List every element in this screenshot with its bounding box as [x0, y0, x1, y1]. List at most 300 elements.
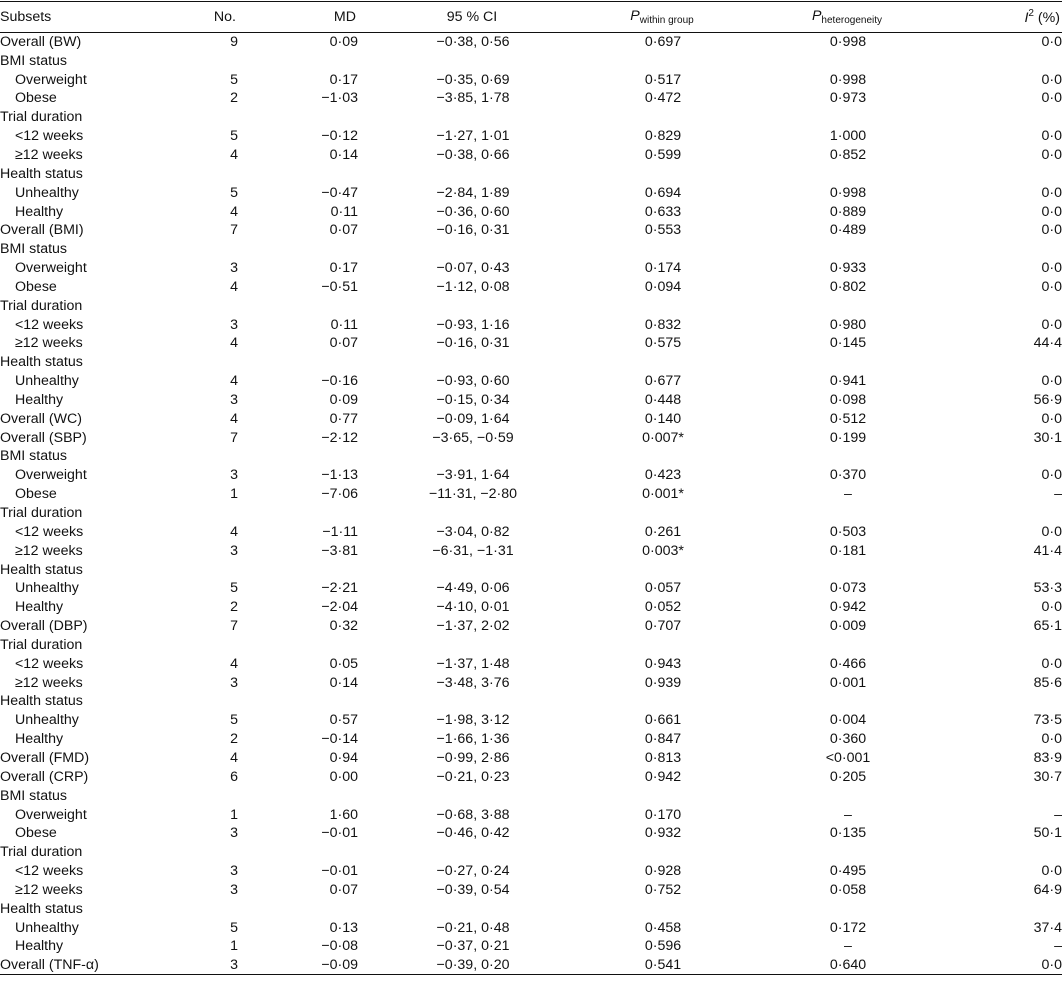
table-row [0, 862, 1062, 881]
cell-p-heterogeneity: 0·360 [829, 731, 867, 748]
cell-p-heterogeneity: 0·199 [829, 429, 867, 446]
cell-subset: <12 weeks [15, 316, 84, 333]
cell-md: 0·07 [329, 222, 358, 239]
cell-i2: 0·0 [1041, 655, 1062, 672]
cell-subset: Healthy [15, 731, 64, 748]
table-row [0, 899, 1062, 918]
cell-p-within [588, 296, 738, 315]
cell-subset: Obese [15, 486, 57, 503]
cell-subset: <12 weeks [15, 655, 84, 672]
cell-i2: 73·5 [1033, 712, 1062, 729]
table-row [0, 409, 1062, 428]
cell-ci: −2·84, 1·89 [436, 184, 510, 201]
cell-ci: −0·39, 0·54 [436, 881, 510, 898]
cell-subset: ≥12 weeks [15, 146, 83, 163]
cell-no: 4 [230, 278, 238, 295]
cell-ci: −0·99, 2·86 [436, 749, 510, 766]
cell-i2: 30·7 [1033, 768, 1062, 785]
cell-no: 5 [230, 128, 238, 145]
cell-ci [358, 560, 588, 579]
cell-md [238, 51, 358, 70]
cell-p-heterogeneity: 0·001 [829, 674, 867, 691]
cell-md: −0·14 [321, 731, 358, 748]
cell-md: −7·06 [321, 486, 358, 503]
cell-i2: 37·4 [1033, 919, 1062, 936]
cell-ci: −3·65, −0·59 [432, 429, 514, 446]
cell-i2: – [1054, 486, 1062, 503]
cell-md: 0·07 [329, 335, 358, 352]
cell-ci: −0·93, 0·60 [436, 373, 510, 390]
cell-i2: 44·4 [1033, 335, 1062, 352]
cell-i2: 0·0 [1041, 128, 1062, 145]
cell-subset: Overall (DBP) [0, 618, 88, 635]
cell-i2: 0·0 [1041, 203, 1062, 220]
cell-p-heterogeneity: – [844, 486, 852, 503]
cell-subset: Overall (TNF-α) [0, 956, 160, 975]
table-row [0, 617, 1062, 636]
cell-i2: 0·0 [1041, 222, 1062, 239]
table-row [0, 70, 1062, 89]
table-row [0, 33, 1062, 52]
table-row [0, 673, 1062, 692]
cell-p-within: 0·472 [644, 90, 682, 107]
cell-p-within [588, 504, 738, 523]
cell-md: −2·12 [321, 429, 358, 446]
cell-ci: −0·36, 0·60 [436, 203, 510, 220]
cell-no: 5 [230, 184, 238, 201]
cell-p-heterogeneity: 0·933 [829, 260, 867, 277]
cell-ci [358, 786, 588, 805]
cell-i2: – [1054, 938, 1062, 955]
cell-subset: Overall (FMD) [0, 749, 90, 766]
cell-subset: Unhealthy [15, 919, 79, 936]
table-row [0, 522, 1062, 541]
cell-md: −0·01 [321, 863, 358, 880]
table-row [0, 636, 1062, 655]
cell-no [160, 636, 238, 655]
cell-no: 5 [230, 712, 238, 729]
cell-p-within: 0·847 [644, 731, 682, 748]
cell-i2 [958, 108, 1062, 127]
cell-i2: 83·9 [1033, 749, 1062, 766]
cell-md [238, 786, 358, 805]
cell-i2 [958, 353, 1062, 372]
cell-i2: 0·0 [1041, 467, 1062, 484]
cell-p-within: 0·458 [644, 919, 682, 936]
cell-md: −2·04 [321, 599, 358, 616]
cell-md: 0·77 [329, 410, 358, 427]
cell-p-heterogeneity [738, 353, 958, 372]
table-body [0, 33, 1062, 975]
cell-p-heterogeneity: 0·009 [829, 618, 867, 635]
cell-no [160, 51, 238, 70]
cell-ci: −4·10, 0·01 [436, 599, 510, 616]
cell-i2 [958, 447, 1062, 466]
cell-no: 3 [230, 260, 238, 277]
header-i2-unit: (%) [1033, 10, 1060, 26]
table-row [0, 146, 1062, 165]
cell-no [160, 108, 238, 127]
cell-p-heterogeneity [738, 240, 958, 259]
cell-subset: ≥12 weeks [15, 542, 83, 559]
cell-subset: Healthy [15, 938, 64, 955]
cell-md [238, 296, 358, 315]
cell-subset: Health status [0, 693, 83, 710]
cell-p-within: 0·541 [588, 956, 738, 975]
cell-p-heterogeneity [738, 843, 958, 862]
cell-ci: −11·31, −2·80 [428, 486, 518, 503]
header-row [0, 2, 1062, 33]
cell-subset: Overall (BW) [0, 34, 82, 51]
cell-ci: −3·91, 1·64 [436, 467, 510, 484]
cell-p-heterogeneity [738, 296, 958, 315]
cell-p-heterogeneity [738, 504, 958, 523]
cell-no [160, 353, 238, 372]
cell-subset: Obese [15, 278, 57, 295]
cell-p-within [588, 108, 738, 127]
cell-i2: 0·0 [1041, 34, 1062, 51]
cell-subset: Healthy [15, 391, 64, 408]
cell-md [238, 353, 358, 372]
table-row [0, 937, 1062, 956]
cell-ci [358, 164, 588, 183]
table-row [0, 259, 1062, 278]
cell-ci: −0·15, 0·34 [436, 391, 510, 408]
cell-md: −0·16 [321, 373, 358, 390]
cell-p-heterogeneity [738, 447, 958, 466]
cell-p-heterogeneity: 0·466 [829, 655, 867, 672]
cell-no: 4 [230, 373, 238, 390]
cell-p-within: 0·596 [644, 938, 682, 955]
cell-ci: −0·68, 3·88 [436, 806, 510, 823]
cell-subset: <12 weeks [15, 128, 84, 145]
table-row [0, 108, 1062, 127]
cell-i2 [958, 164, 1062, 183]
table-row [0, 504, 1062, 523]
cell-p-within [588, 692, 738, 711]
table-row [0, 880, 1062, 899]
cell-p-within: 0·001* [642, 486, 684, 503]
cell-p-within: 0·423 [644, 467, 682, 484]
cell-i2: 65·1 [1033, 618, 1062, 635]
header-p-het-sub: heterogeneity [821, 15, 883, 26]
cell-p-within [588, 786, 738, 805]
cell-no: 9 [230, 34, 238, 51]
cell-no [160, 504, 238, 523]
cell-i2: 0·0 [1041, 278, 1062, 295]
cell-md: 1·60 [329, 806, 358, 823]
cell-i2: 0·0 [1041, 410, 1062, 427]
cell-p-within: 0·928 [644, 863, 682, 880]
cell-subset: BMI status [0, 787, 68, 804]
cell-i2 [958, 843, 1062, 862]
cell-subset: Trial duration [0, 109, 83, 126]
cell-p-within: 0·553 [644, 222, 682, 239]
cell-p-heterogeneity: 0·998 [829, 184, 867, 201]
table-row [0, 164, 1062, 183]
cell-p-heterogeneity: 0·073 [829, 580, 867, 597]
table-row [0, 579, 1062, 598]
cell-p-within: 0·517 [644, 71, 682, 88]
header-ci: 95 % CI [358, 2, 588, 33]
cell-no: 2 [230, 90, 238, 107]
cell-subset: ≥12 weeks [15, 881, 83, 898]
cell-subset: Overall (WC) [0, 410, 82, 427]
cell-i2: 0·0 [1041, 260, 1062, 277]
cell-no: 5 [230, 580, 238, 597]
cell-p-within: 0·261 [644, 523, 682, 540]
cell-subset: BMI status [0, 52, 68, 69]
header-p-within-main: P [630, 8, 640, 24]
table-row [0, 466, 1062, 485]
cell-md: −0·01 [321, 825, 358, 842]
table-row [0, 711, 1062, 730]
cell-md: −1·03 [321, 90, 358, 107]
cell-ci: −0·09, 1·64 [436, 410, 510, 427]
cell-ci [358, 504, 588, 523]
cell-p-within: 0·829 [644, 128, 682, 145]
cell-p-heterogeneity: 0·135 [829, 825, 867, 842]
cell-p-within: 0·813 [644, 749, 682, 766]
cell-ci: −3·48, 3·76 [436, 674, 510, 691]
cell-no: 4 [230, 203, 238, 220]
cell-subset: Health status [0, 561, 83, 578]
cell-ci: −0·16, 0·31 [436, 222, 510, 239]
cell-i2 [958, 240, 1062, 259]
cell-no: 3 [230, 316, 238, 333]
header-p-within-sub: within group [639, 15, 694, 26]
table-row [0, 447, 1062, 466]
cell-p-heterogeneity [738, 786, 958, 805]
table-row [0, 843, 1062, 862]
cell-no: 3 [230, 542, 238, 559]
cell-subset: Obese [15, 90, 57, 107]
cell-subset: Trial duration [0, 636, 83, 653]
cell-ci [358, 240, 588, 259]
cell-subset: Overweight [15, 71, 87, 88]
cell-p-within: 0·694 [644, 184, 682, 201]
cell-no: 5 [230, 919, 238, 936]
cell-p-heterogeneity: 0·640 [738, 956, 958, 975]
cell-md [238, 447, 358, 466]
cell-p-heterogeneity: 0·181 [829, 542, 867, 559]
cell-ci: −4·49, 0·06 [436, 580, 510, 597]
table-row [0, 334, 1062, 353]
cell-subset: Overweight [15, 806, 87, 823]
cell-no [160, 786, 238, 805]
cell-p-within [588, 51, 738, 70]
cell-p-within [588, 240, 738, 259]
cell-subset: Health status [0, 354, 83, 371]
cell-md [238, 636, 358, 655]
cell-p-heterogeneity: 0·495 [829, 863, 867, 880]
cell-no: 1 [230, 806, 238, 823]
cell-md [238, 692, 358, 711]
cell-no: 3 [230, 467, 238, 484]
cell-i2: 85·6 [1033, 674, 1062, 691]
cell-subset: Unhealthy [15, 373, 79, 390]
table-row [0, 485, 1062, 504]
cell-subset: Obese [15, 825, 57, 842]
cell-i2: 0·0 [958, 956, 1062, 975]
cell-p-within: 0·057 [644, 580, 682, 597]
cell-p-heterogeneity: 0·941 [829, 373, 867, 390]
cell-p-heterogeneity: 0·489 [829, 222, 867, 239]
table-row [0, 372, 1062, 391]
cell-no: 4 [230, 655, 238, 672]
cell-no: 3 [230, 863, 238, 880]
cell-md [238, 108, 358, 127]
cell-no: 3 [230, 391, 238, 408]
cell-ci [358, 692, 588, 711]
cell-p-heterogeneity: 0·998 [829, 34, 867, 51]
cell-subset: Overweight [15, 467, 87, 484]
cell-no: 6 [230, 768, 238, 785]
cell-md: 0·07 [329, 881, 358, 898]
table-row [0, 428, 1062, 447]
cell-i2: 0·0 [1041, 373, 1062, 390]
cell-i2: 0·0 [1041, 146, 1062, 163]
cell-no: 7 [230, 429, 238, 446]
cell-ci: −0·35, 0·69 [436, 71, 510, 88]
cell-ci: −0·21, 0·48 [436, 919, 510, 936]
cell-p-within: 0·832 [644, 316, 682, 333]
cell-p-heterogeneity: 0·503 [829, 523, 867, 540]
cell-ci: −1·27, 1·01 [436, 128, 510, 145]
table-row [0, 183, 1062, 202]
cell-ci: −1·37, 2·02 [436, 618, 510, 635]
table-row [0, 353, 1062, 372]
table-row [0, 918, 1062, 937]
table-row [0, 296, 1062, 315]
cell-ci: −0·16, 0·31 [436, 335, 510, 352]
cell-md: −0·09 [238, 956, 358, 975]
header-i2-sup: 2 [1028, 8, 1034, 19]
table-row [0, 654, 1062, 673]
cell-p-heterogeneity [738, 560, 958, 579]
table-row [0, 51, 1062, 70]
cell-md [238, 164, 358, 183]
cell-i2: 41·4 [1033, 542, 1062, 559]
subgroup-analysis-table [0, 1, 1062, 975]
cell-p-within: 0·697 [644, 34, 682, 51]
cell-md: −0·08 [321, 938, 358, 955]
cell-ci: −0·39, 0·20 [358, 956, 588, 975]
cell-ci [358, 353, 588, 372]
cell-p-within: 0·939 [644, 674, 682, 691]
cell-p-heterogeneity: 0·512 [829, 410, 867, 427]
cell-md [238, 240, 358, 259]
cell-ci: −6·31, −1·31 [432, 542, 514, 559]
header-subsets: Subsets [0, 2, 160, 33]
cell-md: 0·11 [330, 203, 358, 220]
cell-subset: BMI status [0, 241, 68, 258]
cell-ci: −0·38, 0·56 [436, 34, 510, 51]
cell-subset: Health status [0, 900, 83, 917]
cell-p-heterogeneity: 0·172 [829, 919, 867, 936]
cell-p-heterogeneity: 0·973 [829, 90, 867, 107]
table-row [0, 89, 1062, 108]
cell-ci [358, 636, 588, 655]
cell-subset: ≥12 weeks [15, 674, 83, 691]
cell-ci: −0·46, 0·42 [436, 825, 510, 842]
cell-p-heterogeneity: 0·889 [829, 203, 867, 220]
table-row [0, 560, 1062, 579]
cell-no: 1 [230, 486, 238, 503]
table-row [0, 541, 1062, 560]
table-row [0, 221, 1062, 240]
cell-p-within [588, 353, 738, 372]
cell-subset: Unhealthy [15, 184, 79, 201]
cell-i2: 56·9 [1033, 391, 1062, 408]
cell-p-heterogeneity [738, 692, 958, 711]
table-row [0, 240, 1062, 259]
table-row [0, 202, 1062, 221]
cell-md: −2·21 [321, 580, 358, 597]
cell-ci: −0·21, 0·23 [436, 768, 510, 785]
cell-md: −3·81 [321, 542, 358, 559]
cell-no [160, 296, 238, 315]
cell-no: 3 [230, 881, 238, 898]
table-row [0, 805, 1062, 824]
cell-i2: 0·0 [1041, 523, 1062, 540]
table-row [0, 277, 1062, 296]
cell-p-within: 0·094 [644, 278, 682, 295]
table-row [0, 315, 1062, 334]
cell-i2: 50·1 [1033, 825, 1062, 842]
cell-subset: ≥12 weeks [15, 335, 83, 352]
cell-md: 0·14 [329, 146, 358, 163]
cell-p-heterogeneity: 0·058 [829, 881, 867, 898]
cell-p-within: 0·170 [644, 806, 682, 823]
cell-p-within: 0·943 [644, 655, 682, 672]
cell-md: 0·00 [329, 768, 358, 785]
cell-p-heterogeneity [738, 108, 958, 127]
cell-md: 0·14 [329, 674, 358, 691]
table-row [0, 824, 1062, 843]
cell-subset: Overall (CRP) [0, 768, 89, 785]
cell-i2: 53·3 [1033, 580, 1062, 597]
cell-p-heterogeneity: <0·001 [825, 749, 871, 766]
table-row [0, 749, 1062, 768]
header-p-within [588, 2, 738, 33]
cell-p-heterogeneity: 0·998 [829, 71, 867, 88]
cell-md [238, 899, 358, 918]
cell-ci: −3·85, 1·78 [436, 90, 510, 107]
cell-i2: 0·0 [1041, 316, 1062, 333]
cell-md: 0·09 [329, 391, 358, 408]
cell-subset: Healthy [15, 203, 64, 220]
cell-ci: −0·93, 1·16 [436, 316, 510, 333]
cell-p-within [588, 447, 738, 466]
cell-ci: −0·27, 0·24 [436, 863, 510, 880]
header-p-het-main: P [811, 8, 822, 24]
table-header [0, 2, 1062, 33]
table-row [0, 786, 1062, 805]
cell-subset: Overall (SBP) [0, 429, 87, 446]
cell-p-within: 0·575 [644, 335, 682, 352]
cell-no: 4 [230, 410, 238, 427]
cell-p-heterogeneity: 0·852 [829, 146, 867, 163]
table-row [0, 598, 1062, 617]
cell-md: 0·11 [330, 316, 358, 333]
cell-no: 4 [230, 749, 238, 766]
cell-p-heterogeneity: 0·980 [829, 316, 867, 333]
cell-p-heterogeneity: – [844, 938, 852, 955]
cell-no: 3 [230, 825, 238, 842]
cell-no [160, 560, 238, 579]
cell-i2: 0·0 [1041, 71, 1062, 88]
